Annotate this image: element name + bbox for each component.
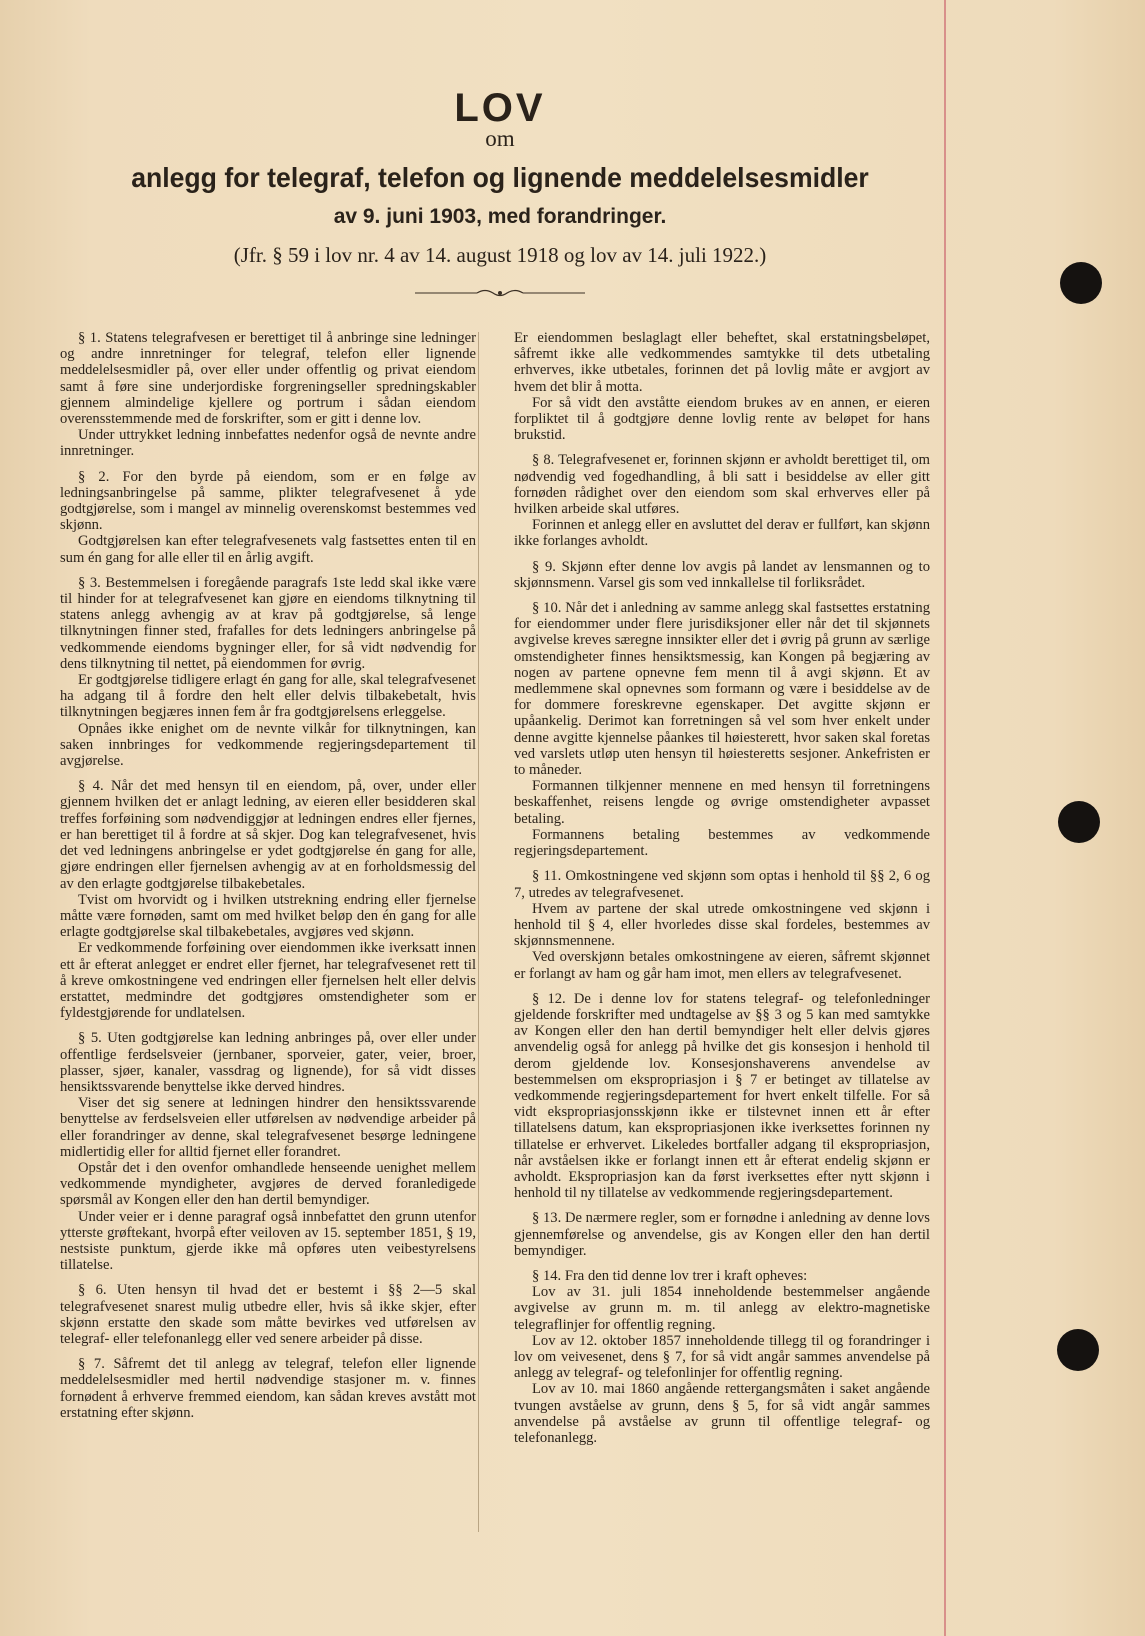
paragraph: Formannen tilkjenner mennene en med hensyn til forretningens beskaffenhet, reisens lengde og øvrige omstendigheter avpasset betaling. bbox=[514, 778, 930, 827]
right-column bbox=[514, 330, 930, 1446]
paragraph: § 14. Fra den tid denne lov trer i kraft opheves: bbox=[532, 1267, 808, 1284]
paragraph: § 13. De nærmere regler, som er fornødne i anledning av denne lovs gjennemførelse og anvendelse, gis av Kongen eller den han dertil bemyndiger. bbox=[514, 1210, 930, 1259]
paragraph: Viser det sig senere at ledningen hindrer den hensiktssvarende benyttelse av ferdselsveien eller utførelsen av nødvendige arbeider på eller forandringer av denne, skal telegrafvesenet besørge ledningene midlertidig eller for alltid fjernet eller forandret. bbox=[60, 1095, 476, 1160]
title-subject: anlegg for telegraf, telefon og lignende meddelelsesmidler bbox=[131, 162, 869, 193]
paragraph: Tvist om hvorvidt og i hvilken utstrekning endring eller fjernelse måtte være fornøden, samt om med hvilket beløp den én gang for alle erlagte godtgjørelse skal tilbakebetales, avgjøres ved skjønn. bbox=[60, 891, 476, 941]
title-om: om bbox=[485, 126, 515, 151]
paragraph: § 1. Statens telegrafvesen er berettiget til å anbringe sine ledninger og andre innretninger for telegraf, telefon eller lignende meddelelsesmidler på, over eller under offentlig og privat eiendom samt å føre sine underjordiske forgreningseller spredningskabler gjennem almindelige kjellere og portrum i sådan eiendom overensstemmende med de forskrifter, som er gitt i denne lov. bbox=[60, 330, 476, 428]
paragraph: § 3. Bestemmelsen i foregående paragrafs 1ste ledd skal ikke være til hinder for at telegrafvesenet kan gjøre en eiendoms tilknytning til statens anlegg avhengig av at krav på godtgjørelse, så lenge tilknytningen finner sted, frafalles for dets ledningers anbringelse på vedkommende eiendoms bygninger eller, for så vidt nødvendig for dens tilknytning til nettet, på eiendommen for øvrig. bbox=[60, 574, 476, 672]
paragraph: Er vedkommende forføining over eiendommen ikke iverksatt innen ett år efterat anlegget er endret eller fjernet, har telegrafvesenet rett til å kreve omkostningene ved endringen eller fjernelsen helt eller delvis erstattet, medmindre det godtgjøres omstendigheter som er fyldestgjørende for undlatelsen. bbox=[60, 940, 476, 1022]
paragraph: Under uttrykket ledning innbefattes nedenfor også de nevnte andre innretninger. bbox=[60, 427, 476, 460]
paragraph: § 5. Uten godtgjørelse kan ledning anbringes på, over eller under offentlige ferdselsveier (jernbaner, sporveier, gater, veier, broer, plasser, sjøer, kanaler, vassdrag og lignende), for så vidt disses hensiktssvarende benyttelse ikke derved hindres. bbox=[60, 1030, 476, 1095]
paragraph: § 9. Skjønn efter denne lov avgis på landet av lensmannen og to skjønnsmenn. Varsel gis som ved innkallelse til forliksrådet. bbox=[514, 558, 930, 591]
paragraph: § 2. For den byrde på eiendom, som er en følge av ledningsanbringelse på samme, plikter telegrafvesenet å yde godtgjørelse, som i mangel av minnelig overenskomst bestemmes ved skjønn. bbox=[60, 468, 476, 534]
paragraph: Godtgjørelsen kan efter telegrafvesenets valg fastsettes enten til en sum én gang for alle eller til en årlig avgift. bbox=[60, 533, 476, 566]
ornament-divider bbox=[415, 288, 585, 298]
paragraph: § 7. Såfremt det til anlegg av telegraf, telefon eller lignende meddelelsesmidler med hertil nødvendige stasjoner m. v. finnes fornødent å erhverve fremmed eiendom, kan sådan kreves avstått mot erstatning efter skjønn. bbox=[60, 1356, 476, 1421]
left-column bbox=[60, 330, 476, 1421]
paragraph: Hvem av partene der skal utrede omkostningene ved skjønn i henhold til § 4, eller hvorledes disse skal fordeles, bestemmes av skjønnsmennene. bbox=[514, 900, 930, 950]
paragraph: Opnåes ikke enighet om de nevnte vilkår for tilknytningen, kan saken innbringes for vedkommende regjeringsdepartement til avgjørelse. bbox=[60, 720, 476, 770]
paragraph: Lov av 12. oktober 1857 inneholdende tillegg til og forandringer i lov om veivesenet, dens § 7, for så vidt angår sammes anvendelse på anlegg av telegraf- og telefonlinjer for offentlig regning. bbox=[514, 1332, 930, 1382]
paragraph: Lov av 10. mai 1860 angående rettergangsmåten i saket angående tvungen avståelse av grunn, dens § 5, for så vidt angår sammes anvendelse på avståelse av grunn til offentlige telegraf- og telefonanlegg. bbox=[514, 1381, 930, 1446]
punch-hole bbox=[1057, 1329, 1099, 1371]
punch-hole bbox=[1058, 801, 1100, 843]
column-divider bbox=[478, 332, 479, 1532]
title-date: av 9. juni 1903, med forandringer. bbox=[333, 205, 667, 228]
paragraph: § 10. Når det i anledning av samme anlegg skal fastsettes erstatning for eiendommer under flere jurisdiksjoner eller når det til skjønnets avgivelse kreves særegne innsikter eller det i øvrig på grunn av særlige omstendigheter finnes hensiktsmessig, kan Kongen på begjæring av nogen av partene opnevne fem menn til å avgi skjønn. Et av medlemmene skal opnevnes som formann og være i besiddelse av de for dommere foreskrevne egenskaper. Det avgitte skjønn er upåankelig. Derimot kan forretningen så vel som hver enkelt under denne avgitte kjennelse påankes til høiesterett, hvor saken skal foretas ved varslets utløp uten hensyn til høiesteretts sesjoner. Ankefristen er to måneder. bbox=[514, 600, 930, 779]
paragraph: Opstår det i den ovenfor omhandlede henseende uenighet mellem vedkommende myndigheter, avgjøres de derved foranledigede spørsmål av Kongen eller den han dertil bemyndiger. bbox=[60, 1159, 476, 1209]
paragraph: § 12. De i denne lov for statens telegraf- og telefonledninger gjeldende forskrifter med undtagelse av §§ 3 og 5 kan med samtykke av Kongen eller den han dertil bemyndiger helt eller delvis gjøres anvendelig også for anlegg på hvilke det gis konsesjon i henhold til derom gjeldende lov. Konsesjonshaverens anvendelse av bestemmelsen om ekspropriasjon i § 7 er betinget av tillatelse av vedkommende regjeringsdepartement for hvert enkelt tilfelle. For så vidt ekspropriasjonsskjønn ikke er tilstevnet innen ett år efter tillatelsens datum, kan ekspropriasjonen ikke iverksettes forinnen ny tillatelse er erhvervet. Likeledes bortfaller adgang til ekspropriasjon, når avståelsen ikke er forlangt innen ett år efterat endelig skjønn er avholdt. Ekspropriasjon kan da først iverksettes efter nytt skjønn i henhold til ny tillatelse av vedkommende regjeringsdepartement. bbox=[514, 990, 930, 1202]
paragraph: § 6. Uten hensyn til hvad det er bestemt i §§ 2—5 skal telegrafvesenet snarest mulig utbedre eller, hvis så ikke skjer, efter skjønn erstatte den skade som måtte bevirkes ved utførelsen av telegraf- eller telefonanlegg eller ved senere arbeider på disse. bbox=[60, 1282, 476, 1347]
paragraph: Lov av 31. juli 1854 inneholdende bestemmelser angående avgivelse av grunn m. m. til anlegg av elektro-magnetiske telegraflinjer for offentlig regning. bbox=[514, 1284, 930, 1333]
title-reference: (Jfr. § 59 i lov nr. 4 av 14. august 1918 og lov av 14. juli 1922.) bbox=[233, 243, 767, 267]
paragraph: Formannens betaling bestemmes av vedkommende regjeringsdepartement. bbox=[514, 826, 930, 860]
paragraph: § 8. Telegrafvesenet er, forinnen skjønn er avholdt berettiget til, om nødvendig ved fogedhandling, å bli satt i besiddelse av eller gitt fornøden rådighet over den eiendom som skal erhverves eller på hvilken arbeide skal utføres. bbox=[514, 452, 930, 518]
paragraph: § 4. Når det med hensyn til en eiendom, på, over, under eller gjennem hvilken det er anlagt ledning, av eieren eller besidderen skal treffes forføining som nødvendiggjør at ledningen endres eller fjernes, er han berettiget til å fordre at så skjer. Dog kan telegrafvesenet, hvis det ved ledningens anbringelse er ydet godtgjørelse én gang for alle, gjøre endringen eller fjernelsen avhengig av at en forholdsmessig del av den erlagte godtgjørelse tilbakebetales. bbox=[60, 778, 476, 892]
paragraph: Er godtgjørelse tidligere erlagt én gang for alle, skal telegrafvesenet ha adgang til å fordre den helt eller delvis tilbakebetalt, hvis tilknytningen begjæres innen fem år fra godtgjørelsens erleggelse. bbox=[60, 672, 476, 721]
paragraph: Under veier er i denne paragraf også innbefattet den grunn utenfor ytterste grøftekant, hvorpå efter veiloven av 15. september 1851, § 19, nestsiste punktum, gjerde ikke må opføres uten veibestyrelsens tillatelse. bbox=[60, 1208, 476, 1274]
paragraph: For så vidt den avståtte eiendom brukes av en annen, er eieren forpliktet til å godtgjøre denne lovlig rente av beløpet for hans brukstid. bbox=[514, 394, 930, 444]
paragraph: Forinnen et anlegg eller en avsluttet del derav er fullført, kan skjønn ikke forlanges avholdt. bbox=[514, 517, 930, 550]
paragraph: Er eiendommen beslaglagt eller beheftet, skal erstatningsbeløpet, såfremt ikke alle vedkommendes samtykke til dets utbetaling erhverves, ikke utbetales, forinnen det på lovlig måte er avgjort av hvem det blir å motta. bbox=[514, 330, 930, 395]
punch-hole bbox=[1060, 262, 1102, 304]
margin-rule bbox=[944, 0, 946, 1636]
paragraph: Ved overskjønn betales omkostningene av eieren, såfremt skjønnet er forlangt av ham og går ham imot, men ellers av telegrafvesenet. bbox=[514, 949, 930, 982]
title-block bbox=[60, 86, 940, 303]
paragraph: § 11. Omkostningene ved skjønn som optas i henhold til §§ 2, 6 og 7, utredes av telegrafvesenet. bbox=[514, 868, 930, 901]
title-lov: LOV bbox=[454, 86, 546, 130]
